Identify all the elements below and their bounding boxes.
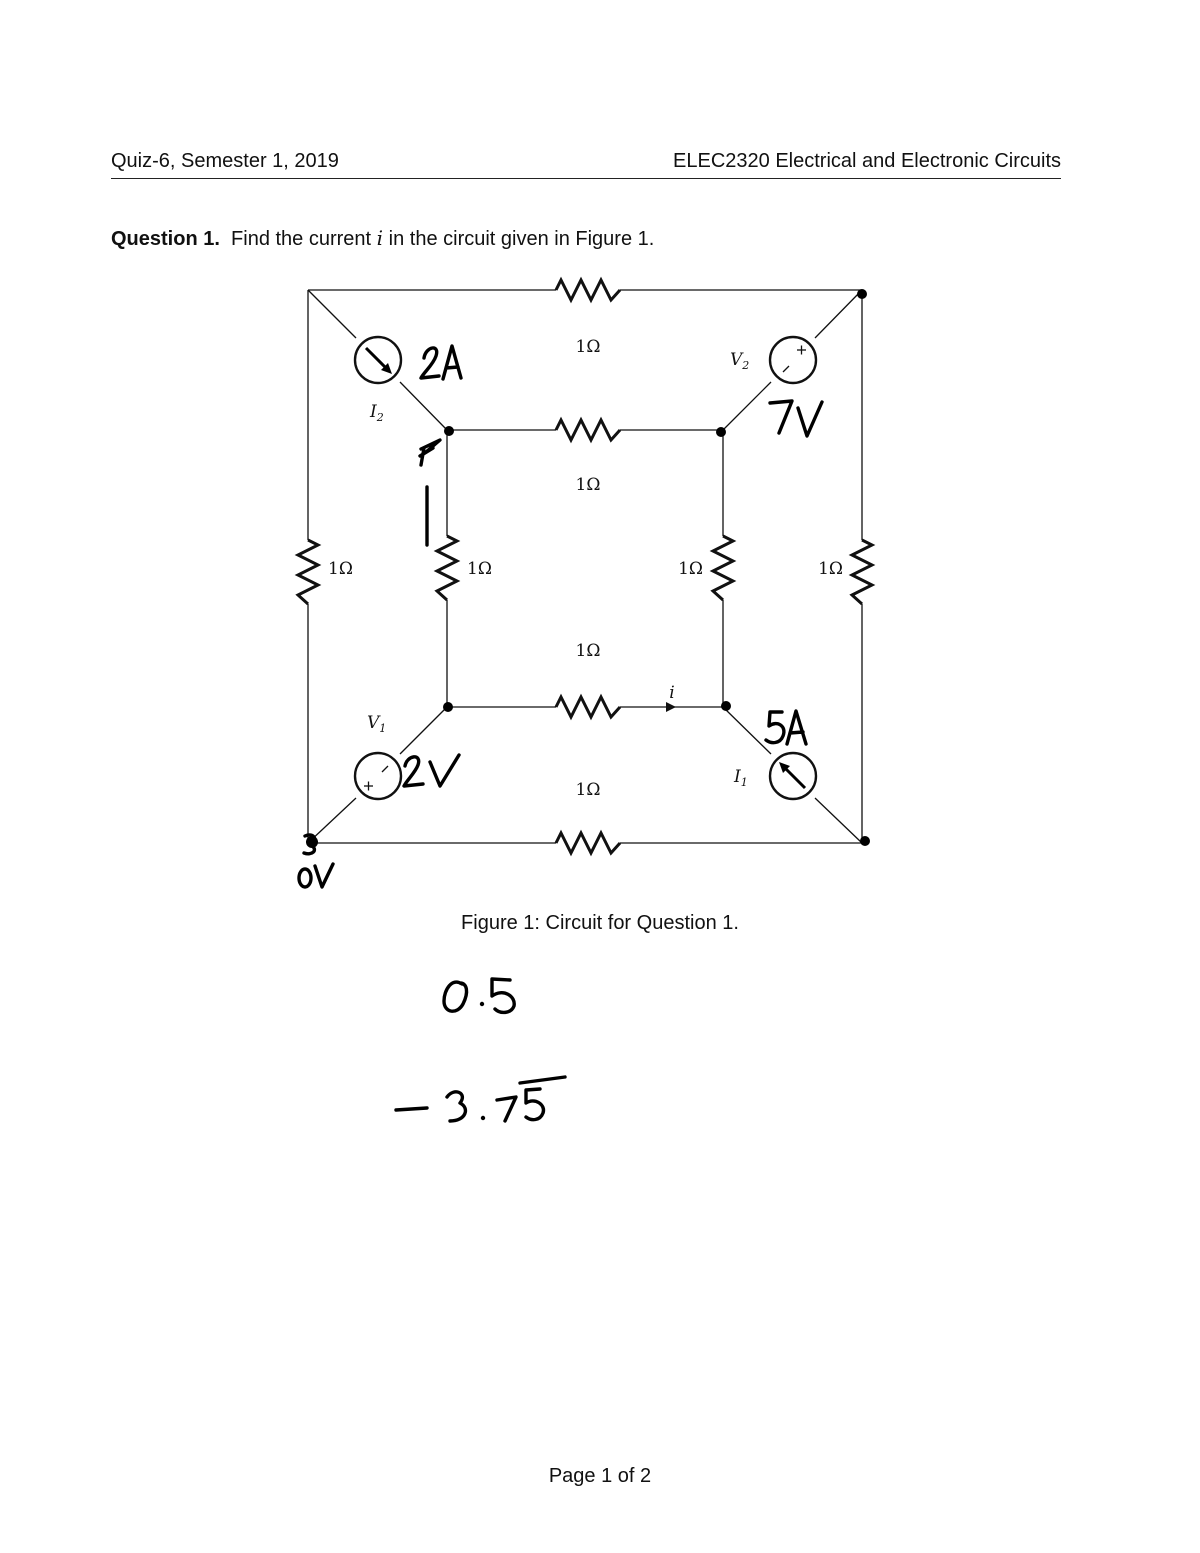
handwritten-0v xyxy=(299,864,333,887)
voltage-source-v1 xyxy=(355,753,401,799)
resistor-top-outer xyxy=(556,280,620,300)
label-i2: $I_2$ xyxy=(370,402,384,424)
resistor-bottom-outer xyxy=(556,833,620,853)
label-i1: $I_1$ xyxy=(734,767,748,789)
current-source-i1 xyxy=(770,753,816,799)
handwritten-answer-1 xyxy=(444,979,514,1012)
question-text-after: in the circuit given in Figure 1. xyxy=(388,228,655,250)
resistor-bottom-inner xyxy=(556,697,620,717)
page-number: Page 1 of 2 xyxy=(548,1465,652,1487)
resistor-left-inner xyxy=(437,536,457,600)
handwritten-2a xyxy=(421,346,461,379)
question-label: Question 1. xyxy=(111,228,220,250)
handwritten-arrow-icon xyxy=(420,440,440,545)
label-resistor-right-outer: 1Ω xyxy=(818,559,843,579)
label-current-i: i xyxy=(669,683,675,703)
quiz-title: Quiz-6, Semester 1, 2019 xyxy=(111,150,339,172)
label-v2: $V_2$ xyxy=(730,350,750,372)
handwritten-ground-node xyxy=(304,835,318,854)
course-title: ELEC2320 Electrical and Electronic Circuits xyxy=(673,150,1061,172)
voltage-source-v2 xyxy=(770,337,816,383)
label-resistor-left-inner: 1Ω xyxy=(467,559,492,579)
resistor-right-outer xyxy=(852,540,872,604)
label-resistor-right-inner: 1Ω xyxy=(678,559,703,579)
label-resistor-top-inner: 1Ω xyxy=(575,475,601,495)
handwritten-answer-2 xyxy=(396,1077,565,1121)
label-v1: $V_1$ xyxy=(367,713,387,735)
question-text-before: Find the current xyxy=(231,228,372,250)
label-resistor-bottom-inner: 1Ω xyxy=(575,641,601,661)
current-arrow-icon xyxy=(666,702,676,712)
handwritten-2v xyxy=(404,755,459,786)
resistor-left-outer xyxy=(298,540,318,604)
label-resistor-left-outer: 1Ω xyxy=(328,559,353,579)
figure-caption: Figure 1: Circuit for Question 1. xyxy=(461,912,739,934)
label-resistor-top-outer: 1Ω xyxy=(575,337,601,357)
resistor-right-inner xyxy=(713,536,733,600)
handwritten-7v xyxy=(770,401,822,436)
label-resistor-bottom-outer: 1Ω xyxy=(575,780,601,800)
question-variable: i xyxy=(376,226,384,250)
handwritten-5a xyxy=(766,711,806,744)
current-source-i2 xyxy=(355,337,401,383)
resistor-top-inner xyxy=(556,420,620,440)
